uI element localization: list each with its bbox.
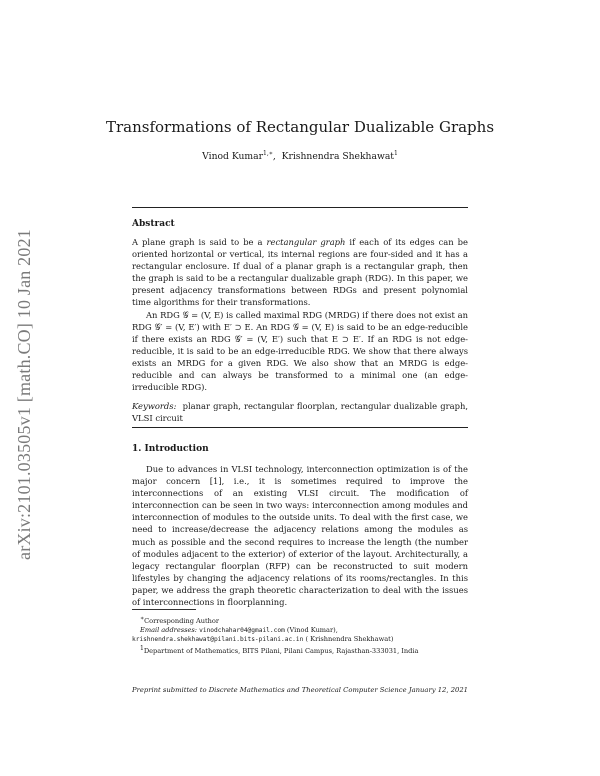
- intro-paragraph: Due to advances in VLSI technology, interconnection optimization is of the major concern [1], i.e., it is sometimes required to improve the interconnections of an existing VLSI circuit. The modification of interconnection can be seen in two ways: interconnection among modules and interconnection of modules to the outside units. To deal with the first case, we need to increase/decrease the adjacency relations among the modules as much as possible and the second requires to increase the length (the number of modules adjacent to the exterior) of exterior of the layout. Architecturally, a legacy rectangular floorplan (RFP) can be reconstructed to suit modern lifestyles by changing the adjacency relations of its rooms/rectangles. In this paper, we address the graph theoretic characterization to deal with the issues of interconnections in floorplanning.: [132, 464, 468, 608]
- footnote-rule: [132, 609, 196, 610]
- preprint-date: January 12, 2021: [408, 686, 468, 694]
- arxiv-identifier: arXiv:2101.03505v1 [math.CO] 10 Jan 2021: [14, 229, 34, 560]
- emphasis: rectangular graph: [266, 237, 346, 247]
- footnote: Email addresses: vinodchahar04@gmail.com (Vinod Kumar),: [140, 625, 338, 634]
- author-name: Vinod Kumar: [202, 151, 263, 163]
- intro-body: [132, 463, 468, 608]
- footnote: krishnendra.shekhawat@pilani.bits-pilani.ac.in ( Krishnendra Shekhawat): [132, 635, 394, 644]
- email-link[interactable]: krishnendra.shekhawat@pilani.bits-pilani.ac.in: [132, 636, 304, 644]
- author-name: Krishnendra Shekhawat: [281, 151, 394, 163]
- preprint-venue: Preprint submitted to Discrete Mathematics and Theoretical Computer Science: [132, 686, 407, 694]
- abstract-paragraph: An RDG 𝒢 = (V, E) is called maximal RDG (MRDG) if there does not exist an RDG 𝒢′ = (V, E′) with E′ ⊃ E. An RDG 𝒢 = (V, E) is said to be an edge-reducible if there exists an RDG 𝒢′ = (V, E′) such that E ⊃ E′. If an RDG is not edge-reducible, it is said to be an edge-irreducible RDG. We show that there always exists an MRDG for a given RDG. We also show that an MRDG is edge-reducible and can always be transformed to a minimal one (an edge-irreducible RDG).: [132, 309, 468, 393]
- paper-title: Transformations of Rectangular Dualizable Graphs: [105, 118, 495, 136]
- footnote: ∗Corresponding Author: [140, 615, 220, 626]
- author-line: Vinod Kumar$^{1,∗}$, Krishnendra Shekhawat$^1$: [202, 150, 398, 163]
- abstract-body: [132, 236, 468, 424]
- abstract-bottom-rule: [132, 427, 468, 428]
- author-affiliation-mark: 1: [394, 150, 398, 157]
- abstract-paragraph: A plane graph is said to be a rectangular graph if each of its edges can be oriented horizontal or vertical, its internal regions are four-sided and it has a rectangular enclosure. If dual of a planar graph is a rectangular graph, then the graph is said to be a rectangular dualizable graph (RDG). In this paper, we present adjacency transformations between RDGs and present polynomial time algorithms for their transformations.: [132, 237, 468, 308]
- section-heading: 1. Introduction: [132, 444, 209, 454]
- footnotes: [132, 615, 468, 656]
- email-link[interactable]: vinodchahar04@gmail.com: [199, 626, 285, 634]
- keywords-label: Keywords:: [132, 401, 177, 412]
- keywords-line: Keywords: planar graph, rectangular floorplan, rectangular dualizable graph, VLSI circuit: [132, 401, 468, 424]
- author-affiliation-mark: 1,∗: [263, 150, 273, 157]
- footnote: $^1$Department of Mathematics, BITS Pilani, Pilani Campus, Rajasthan-333031, India: [140, 644, 419, 656]
- abstract-heading: Abstract: [132, 219, 175, 229]
- preprint-line: [132, 686, 468, 694]
- abstract-top-rule: [132, 207, 468, 208]
